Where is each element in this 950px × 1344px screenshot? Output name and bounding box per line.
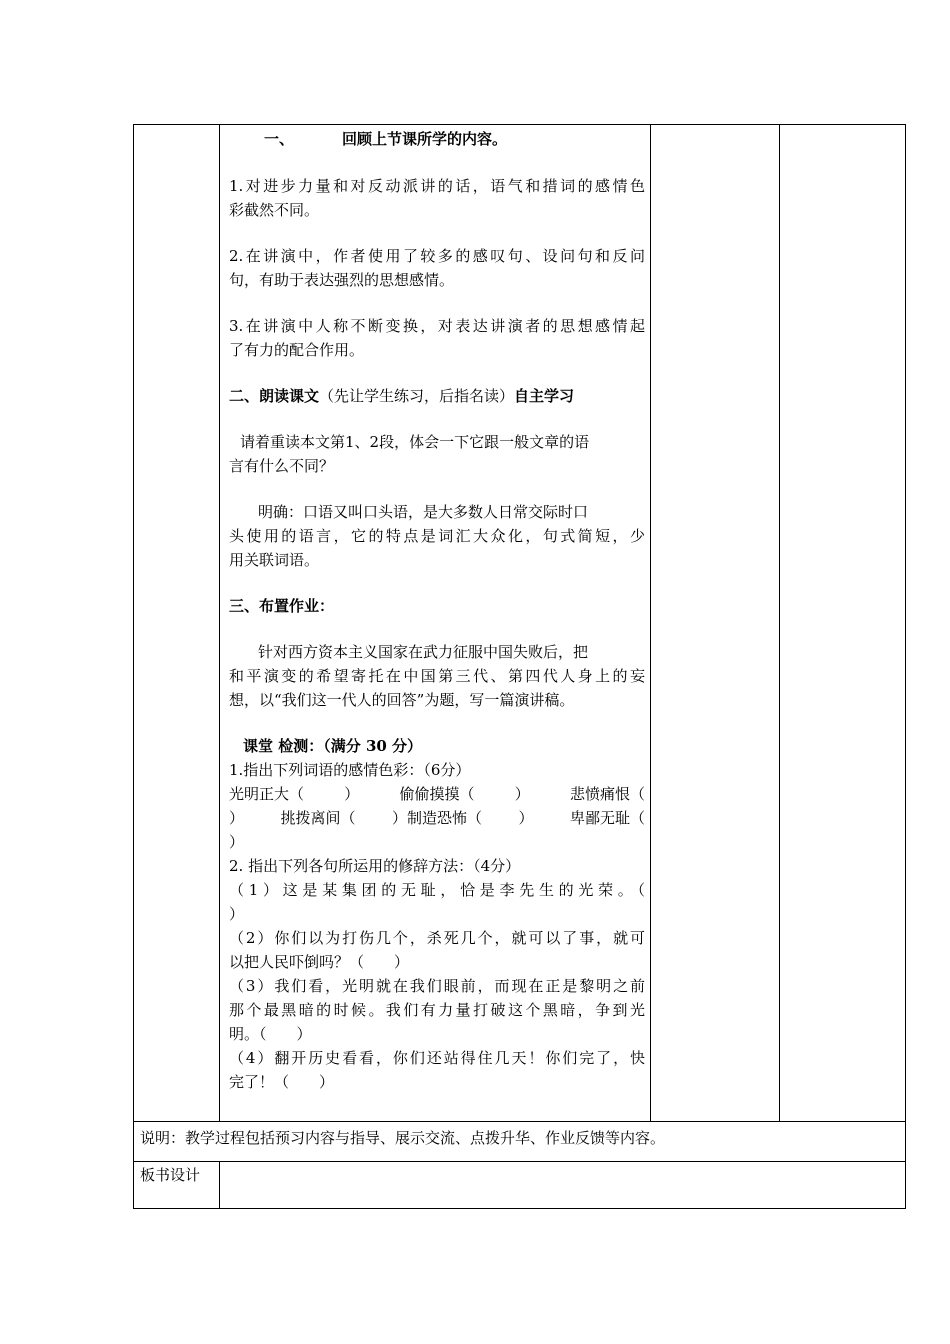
review-heading-num: 一、 <box>264 130 295 148</box>
term-5: ）制造恐怖（ <box>391 809 482 827</box>
teaching-process-content <box>229 127 645 1094</box>
table-border-left <box>133 124 134 1209</box>
process-note: 说明：教学过程包括预习内容与指导、展示交流、点拨升华、作业反馈等内容。 <box>140 1129 666 1147</box>
homework-text-line-3: 想，以“我们这一代人的回答”为题，写一篇演讲稿。 <box>229 691 575 709</box>
sentence-1-line-1: （1）这是某集团的无耻，恰是李先生的光荣。（ <box>229 881 645 899</box>
table-divider-1 <box>219 124 220 1122</box>
test-question-1: 1.指出下列词语的感情色彩：（6分） <box>229 761 471 779</box>
term-6: 卑鄙无耻（ <box>569 809 645 827</box>
table-border-right <box>905 124 906 1209</box>
table-divider-1b <box>219 1161 220 1209</box>
review-point-1-line-2: 彩截然不同。 <box>229 201 320 219</box>
sentence-3-line-3: 明。（ ） <box>229 1025 312 1043</box>
board-design-label: 板书设计 <box>140 1166 201 1184</box>
reading-heading-title: 二、朗读课文 <box>229 387 320 405</box>
sentence-1-line-2: ） <box>229 905 245 923</box>
sentence-4-line-2: 完了！（ ） <box>229 1073 335 1091</box>
reading-question-line-1: 请着重读本文第1、2段，体会一下它跟一般文章的语 <box>240 433 590 451</box>
test-heading: 课堂 检测：（满分 30 分） <box>243 737 423 755</box>
test-q1-row-3: ） <box>229 833 245 851</box>
term-3-close: ） <box>229 809 245 827</box>
sentence-2-line-1: （2）你们以为打伤几个，杀死几个，就可以了事，就可 <box>229 929 645 947</box>
table-divider-2 <box>650 124 651 1122</box>
sentence-3-line-2: 那个最黑暗的时候。我们有力量打破这个黑暗，争到光 <box>229 1001 645 1019</box>
review-point-1-line-1: 1.对进步力量和对反动派讲的话，语气和措词的感情色 <box>229 177 645 195</box>
term-1: 光明正大（ <box>229 785 305 803</box>
term-2: 偷偷摸摸（ <box>399 785 475 803</box>
term-3: 悲愤痛恨（ <box>569 785 645 803</box>
review-heading <box>229 127 645 152</box>
term-2-close: ） <box>514 785 530 803</box>
reading-answer-line-2: 头使用的语言，它的特点是词汇大众化，句式简短，少 <box>229 527 645 545</box>
homework-text-line-1: 针对西方资本主义国家在武力征服中国失败后，把 <box>258 643 589 661</box>
review-point-2-line-1: 2.在讲演中，作者使用了较多的感叹句、设问句和反问 <box>229 247 645 265</box>
sentence-4-line-1: （4）翻开历史看看，你们还站得住几天！你们完了，快 <box>229 1049 645 1067</box>
review-point-3-line-1: 3.在讲演中人称不断变换，对表达讲演者的思想感情起 <box>229 317 645 335</box>
term-5-close: ） <box>518 809 534 827</box>
term-4: 挑拨离间（ <box>280 809 356 827</box>
review-heading-text: 回顾上节课所学的内容。 <box>342 130 508 148</box>
sentence-2-line-2: 以把人民吓倒吗？（ ） <box>229 953 410 971</box>
table-border-row1 <box>133 1121 906 1122</box>
test-question-2: 2. 指出下列各句所运用的修辞方法：（4分） <box>229 857 521 875</box>
review-point-3-line-2: 了有力的配合作用。 <box>229 341 365 359</box>
reading-question-line-2: 言有什么不同？ <box>229 457 335 475</box>
test-q1-row-1 <box>229 782 645 806</box>
table-border-row2 <box>133 1161 906 1162</box>
sentence-3-line-1: （3）我们看，光明就在我们眼前，而现在正是黎明之前 <box>229 977 645 995</box>
review-point-2-line-2: 句，有助于表达强烈的思想感情。 <box>229 271 455 289</box>
table-border-bottom <box>133 1208 906 1209</box>
term-1-close: ） <box>344 785 360 803</box>
reading-heading-tag: 自主学习 <box>514 387 575 405</box>
homework-heading: 三、布置作业： <box>229 597 335 615</box>
reading-answer-line-1: 明确：口语又叫口头语，是大多数人日常交际时口 <box>258 503 589 521</box>
reading-answer-line-3: 用关联词语。 <box>229 551 320 569</box>
homework-text-line-2: 和平演变的希望寄托在中国第三代、第四代人身上的妄 <box>229 667 645 685</box>
reading-heading-note: （先让学生练习，后指名读） <box>319 387 515 405</box>
test-q1-row-2 <box>229 806 645 830</box>
table-divider-3 <box>779 124 780 1122</box>
reading-heading <box>229 384 645 408</box>
table-border-top <box>133 124 906 125</box>
